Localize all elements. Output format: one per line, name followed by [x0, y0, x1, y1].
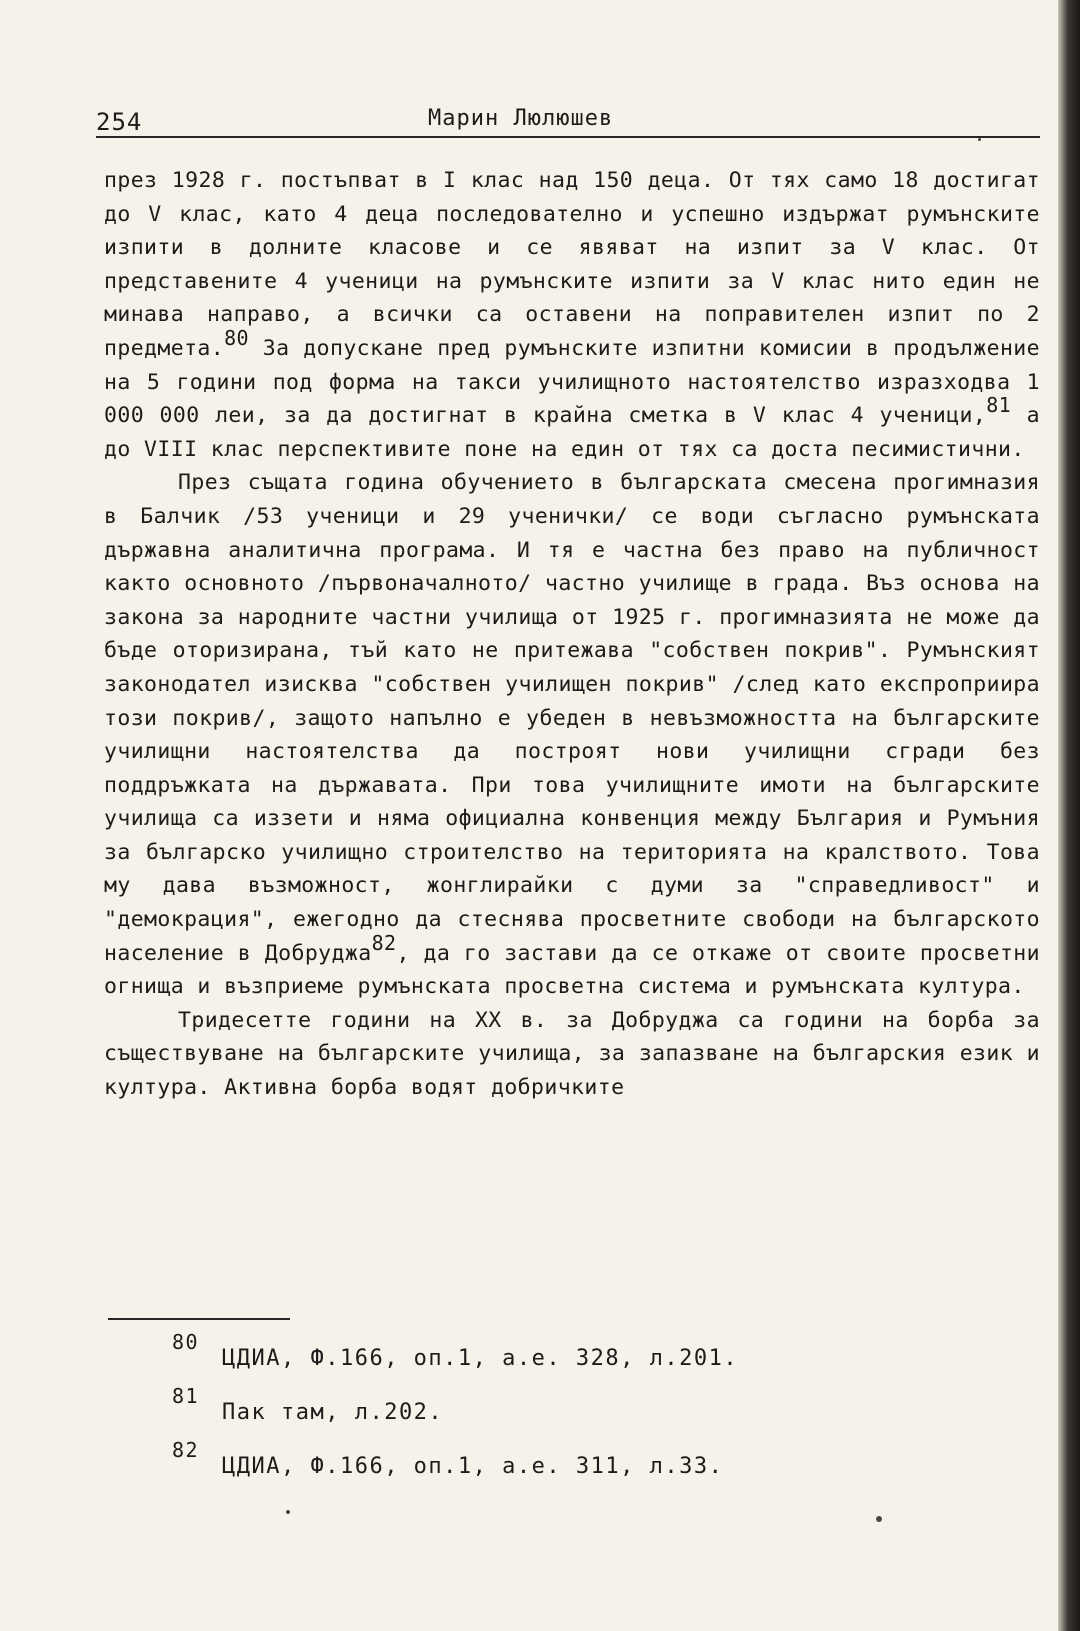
paragraph-1-part-c: а до VIII клас перспективите поне на един от тях са доста песимистични.	[104, 403, 1040, 462]
footnote-82	[172, 1438, 872, 1492]
paragraph-1-part-a: през 1928 г. постъпват в I клас над 150 деца. От тях само 18 достигат до V клас, като 4 деца последователно и успешно издържат румънските изпити в долните класове и се явяват на изпит за V клас. От представените 4 ученици на румънските изпити за V клас нито един не минава направо, а всички са оставени на поправителен изпит по 2 предмета.	[104, 168, 1040, 361]
footnotes	[172, 1330, 872, 1492]
body-text	[104, 164, 1040, 1105]
footnote-ref-80[interactable]: 80	[224, 325, 249, 350]
page-number: 254	[96, 108, 143, 136]
paragraph-2	[104, 466, 1040, 1004]
footnote-ref-81[interactable]: 81	[986, 393, 1012, 418]
footnote-80	[172, 1330, 872, 1384]
footnote-text: Пак там, л.202.	[222, 1400, 444, 1425]
footnote-text: ЦДИА, Ф.166, оп.1, а.е. 311, л.33.	[222, 1454, 724, 1479]
paragraph-1	[104, 164, 1040, 466]
footnote-ref-82[interactable]: 82	[371, 930, 397, 955]
footnote-number: 81	[172, 1384, 200, 1408]
print-speck	[286, 1510, 290, 1514]
page-header	[96, 104, 1040, 138]
paragraph-2-part-a: През същата година обучението в българската смесена прогимназия в Балчик /53 ученици и 29 ученички/ се води съгласно румънската държавна аналитична програма. И тя е частна без право на публичност както основното /първоначалното/ частно училище в града. Въз основа на закона за народните частни училища от 1925 г. прогимназията не може да бъде оторизирана, тъй като не притежава "собствен покрив". Румънският законодател изисква "собствен училищен покрив" /след като експроприира този покрив/, защото напълно е убеден в невъзможността на българските училищни настоятелства да построят нови училищни сгради без поддръжката на държавата. При това училищните имоти на българските училища са иззети и няма официална конвенция между България и Румъния за българско училищно строителство на територията на кралството. Това му дава възможност, жонглирайки с думи за "справедливост" и "демокрация", ежегодно да стеснява просветните свободи на българското население в Добруджа	[104, 470, 1040, 966]
print-speck	[978, 138, 981, 141]
footnote-number: 80	[172, 1330, 200, 1354]
footnote-81	[172, 1384, 872, 1438]
paragraph-2-part-b: , да го застави да се откаже от своите просветни огнища и възприеме румънската просветна система и румънската култура.	[104, 940, 1040, 1000]
paragraph-1-part-b: За допускане пред румънските изпитни комисии в продължение на 5 години под форма на такси училищното настоятелство изразходва 1 000 000 леи, за да достигнат в крайна сметка в V клас 4 ученици,	[104, 335, 1040, 429]
paragraph-3: Тридесетте години на XX в. за Добруджа са години на борба за съществуване на българските училища, за запазване на българския език и култура. Активна борба водят добричките	[104, 1007, 1040, 1101]
footnote-number: 82	[172, 1438, 200, 1462]
page-edge	[1058, 0, 1080, 1631]
footnote-divider	[108, 1318, 290, 1320]
print-speck	[876, 1516, 882, 1522]
running-head: Марин Люлюшев	[428, 106, 614, 131]
footnote-text: ЦДИА, Ф.166, оп.1, а.е. 328, л.201.	[222, 1346, 739, 1371]
